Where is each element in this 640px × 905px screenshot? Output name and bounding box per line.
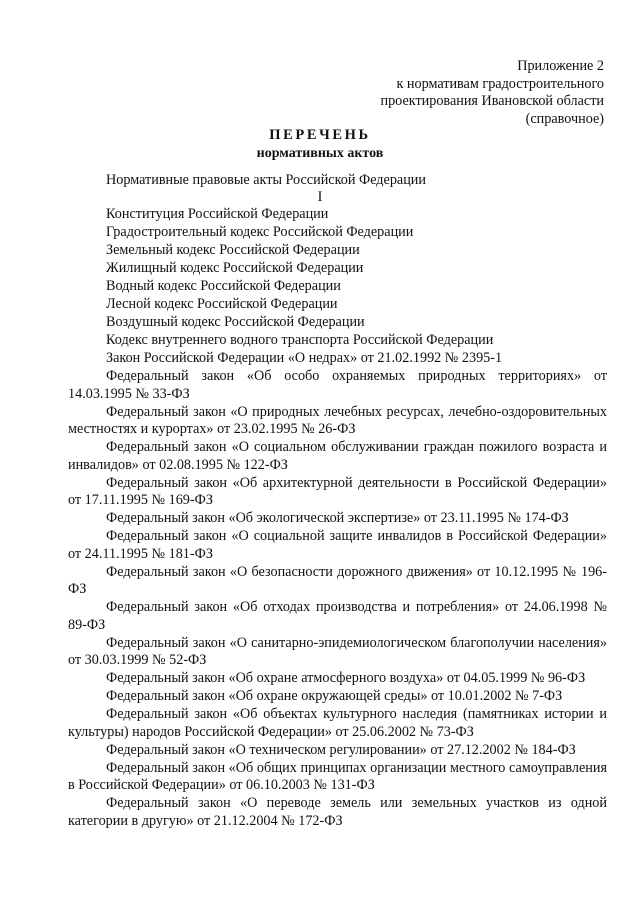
- list-item: Воздушный кодекс Российской Федерации: [106, 314, 365, 330]
- list-item: Федеральный закон «О безопасности дорожного движения» от 10.12.1995 № 196-ФЗ: [68, 563, 607, 597]
- list-item: Конституция Российской Федерации: [106, 206, 329, 222]
- list-item: Федеральный закон «О переводе земель или земельных участков из одной категории в другую» от 21.12.2004 № 172-ФЗ: [68, 795, 607, 829]
- document-subtitle: нормативных актов: [256, 146, 384, 161]
- list-item: Федеральный закон «Об экологической экспертизе» от 23.11.1995 № 174-ФЗ: [106, 510, 569, 526]
- section-number: I: [317, 189, 323, 205]
- list-item: Федеральный закон «О социальной защите инвалидов в Российской Федерации» от 24.11.1995 № 181-ФЗ: [68, 528, 607, 562]
- list-item: Федеральный закон «О социальном обслуживании граждан пожилого возраста и инвалидов» от 02.08.1995 № 122-ФЗ: [68, 439, 607, 473]
- list-item: Градостроительный кодекс Российской Федерации: [106, 224, 414, 240]
- list-item: Земельный кодекс Российской Федерации: [106, 242, 360, 258]
- list-item: Федеральный закон «Об общих принципах организации местного самоуправления в Российской Федерации» от 06.10.2003 № 131-ФЗ: [68, 759, 607, 793]
- list-item: Федеральный закон «О техническом регулировании» от 27.12.2002 № 184-ФЗ: [106, 741, 576, 758]
- acts-list: [68, 206, 607, 831]
- section-heading: Нормативные правовые акты Российской Федерации: [106, 172, 426, 188]
- list-item: Федеральный закон «Об охране атмосферного воздуха» от 04.05.1999 № 96-ФЗ: [106, 670, 586, 686]
- list-item: Кодекс внутреннего водного транспорта Российской Федерации: [106, 332, 494, 348]
- annex-line: (справочное): [525, 110, 604, 127]
- list-item: Федеральный закон «Об особо охраняемых природных территориях» от 14.03.1995 № 33-ФЗ: [68, 368, 607, 402]
- annex-note: [381, 58, 605, 128]
- list-item: Федеральный закон «Об архитектурной деятельности в Российской Федерации» от 17.11.1995 № 169-ФЗ: [68, 474, 607, 508]
- list-item: Водный кодекс Российской Федерации: [106, 278, 341, 294]
- list-item: Федеральный закон «О природных лечебных ресурсах, лечебно-оздоровительных местностях и курортах» от 23.02.1995 № 26-ФЗ: [68, 403, 607, 437]
- annex-line: Приложение 2: [517, 58, 604, 74]
- list-item: Федеральный закон «Об охране окружающей среды» от 10.01.2002 № 7-ФЗ: [106, 688, 563, 704]
- list-item: Жилищный кодекс Российской Федерации: [106, 260, 364, 276]
- annex-line: проектирования Ивановской области: [380, 93, 604, 109]
- list-item: Закон Российской Федерации «О недрах» от 21.02.1992 № 2395-1: [106, 350, 503, 366]
- list-item: Лесной кодекс Российской Федерации: [106, 296, 338, 312]
- list-item: Федеральный закон «Об отходах производства и потребления» от 24.06.1998 № 89-ФЗ: [68, 599, 607, 633]
- list-item: Федеральный закон «О санитарно-эпидемиологическом благополучии населения» от 30.03.1999 № 52-ФЗ: [68, 634, 607, 668]
- document-title: ПЕРЕЧЕНЬ: [269, 127, 371, 143]
- annex-line: к нормативам градостроительного: [396, 75, 604, 92]
- list-item: Федеральный закон «Об объектах культурного наследия (памятниках истории и культуры) народов Российской Федерации» от 25.06.2002 № 73-ФЗ: [68, 706, 607, 740]
